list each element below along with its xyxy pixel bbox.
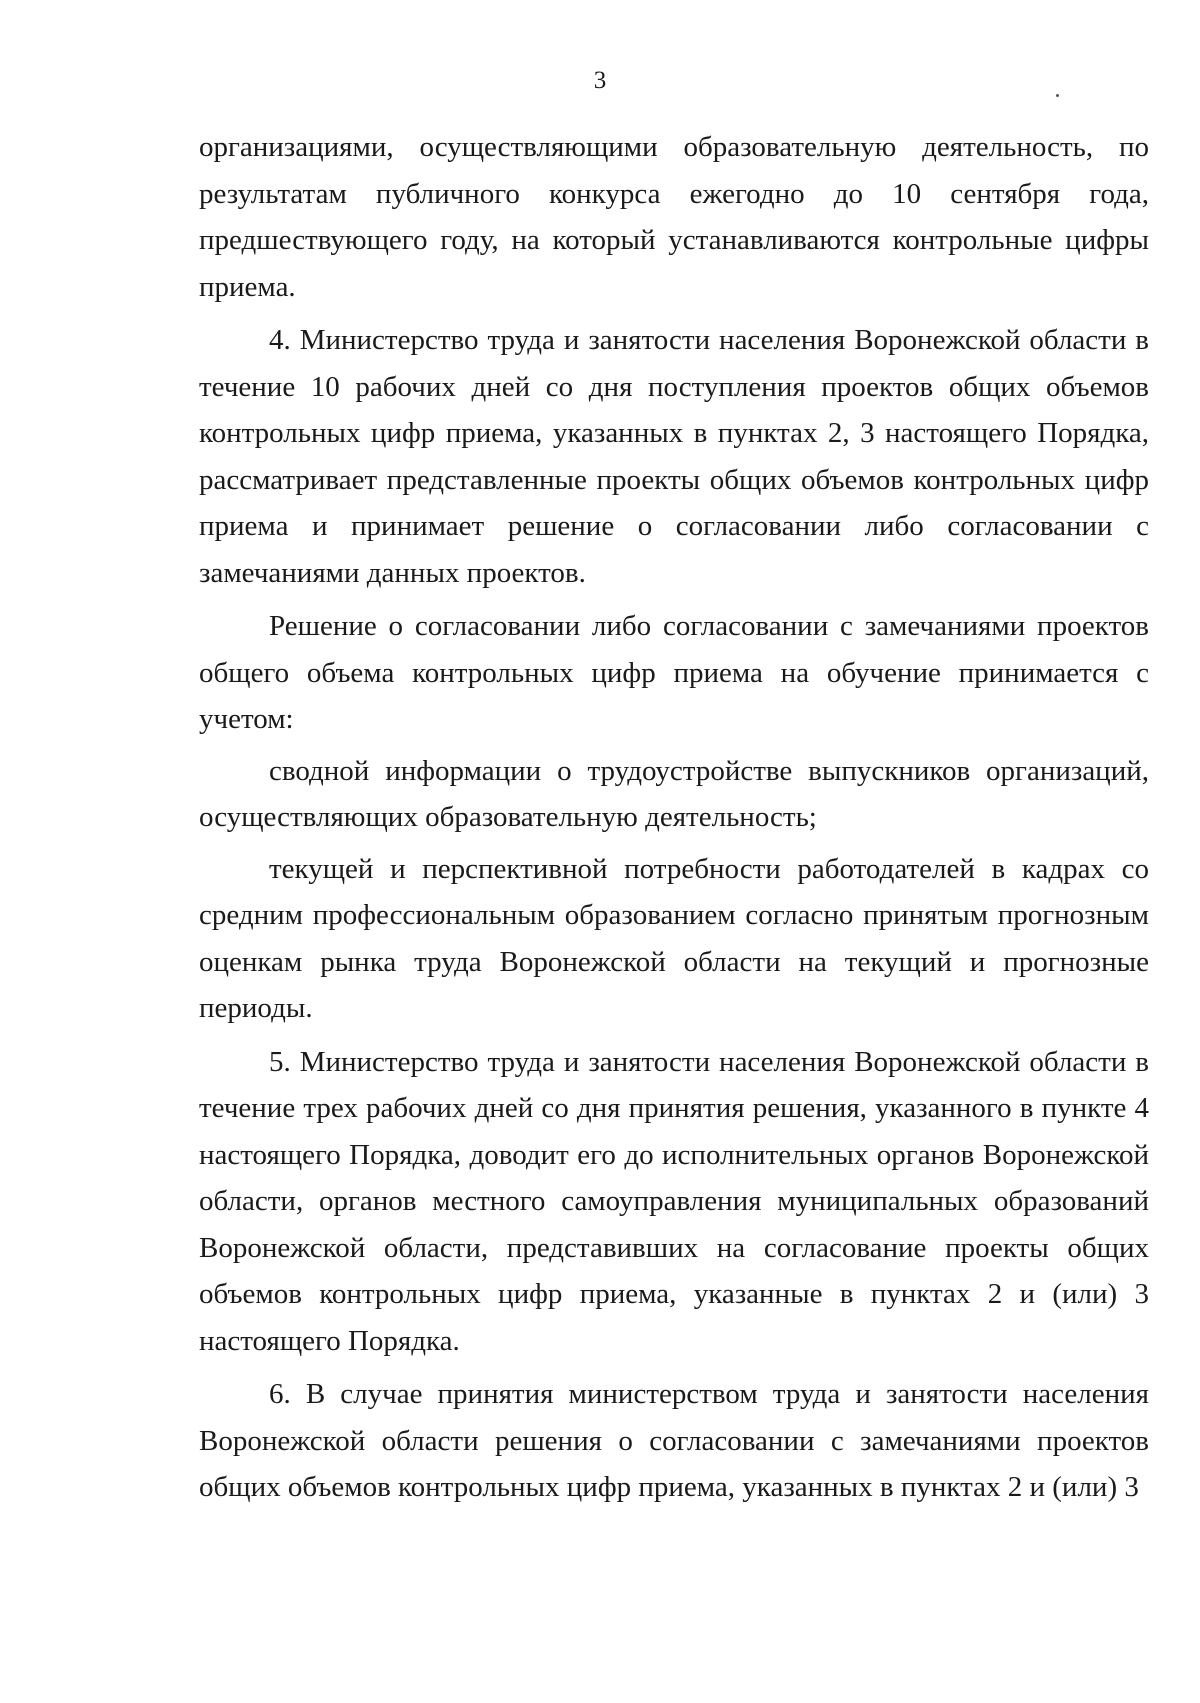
- page-number: 3: [593, 67, 607, 94]
- scan-speck: [1056, 94, 1059, 97]
- paragraph-continuation: организациями, осуществляющими образовательную деятельность, по результатам публичного конкурса ежегодно до 10 сентября года, предшествующего году, на который устанавливаются контрольные цифры приема.: [199, 131, 1149, 303]
- paragraph-decision-criteria: Решение о согласовании либо согласовании с замечаниями проектов общего объема контрольных цифр приема на обучение принимается с учетом:: [199, 610, 1149, 735]
- paragraph-item-5: 5. Министерство труда и занятости населения Воронежской области в течение трех рабочих дней со дня принятия решения, указанного в пункте 4 настоящего Порядка, доводит его до исполнительных органов Воронежской области, органов местного самоуправления муниципальных образований Воронежской области, представивших на согласование проекты общих объемов контрольных цифр приема, указанные в пунктах 2 и (или) 3 настоящего Порядка.: [199, 1045, 1149, 1357]
- paragraph-criterion-demand: текущей и перспективной потребности работодателей в кадрах со средним профессиональным образованием согласно принятым прогнозным оценкам рынка труда Воронежской области на текущий и прогнозные периоды.: [199, 852, 1149, 1024]
- document-body: [199, 124, 1149, 1511]
- paragraph-criterion-employment: сводной информации о трудоустройстве выпускников организаций, осуществляющих образовательную деятельность;: [199, 754, 1149, 833]
- paragraph-item-6: 6. В случае принятия министерством труда и занятости населения Воронежской области решения о согласовании с замечаниями проектов общих объемов контрольных цифр приема, указанных в пунктах 2 и (или) 3: [199, 1378, 1149, 1503]
- paragraph-item-4: 4. Министерство труда и занятости населения Воронежской области в течение 10 рабочих дней со дня поступления проектов общих объемов контрольных цифр приема, указанных в пунктах 2, 3 настоящего Порядка, рассматривает представленные проекты общих объемов контрольных цифр приема и принимает решение о согласовании либо согласовании с замечаниями данных проектов.: [199, 324, 1149, 589]
